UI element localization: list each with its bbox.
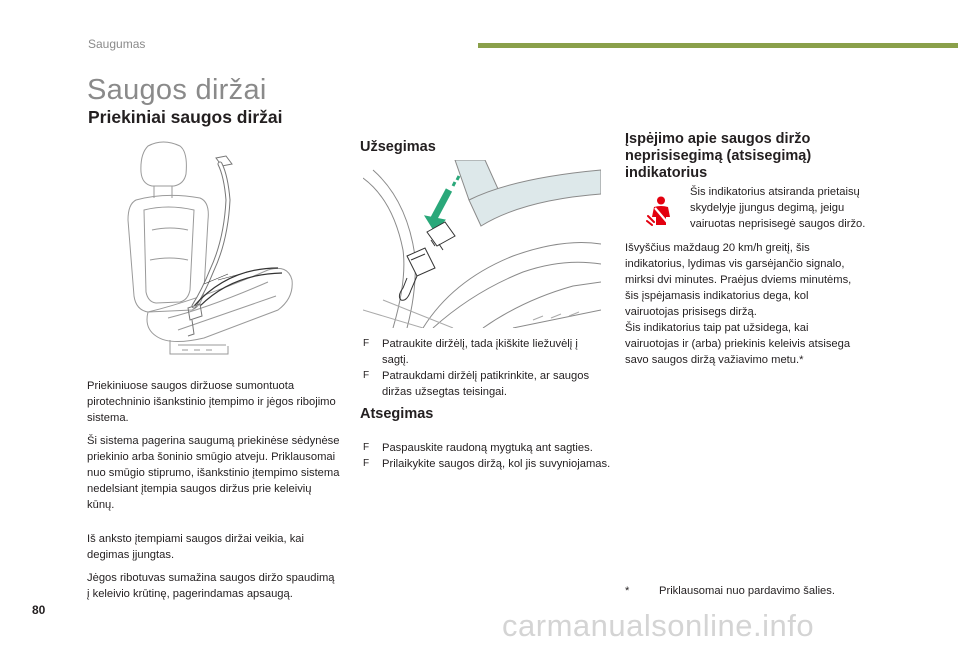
list-item: [363, 440, 613, 456]
fasten-steps: [363, 336, 603, 400]
text-line: vairuotojas prisisegs diržą.: [625, 306, 757, 318]
unfasten-heading: Atsegimas: [360, 406, 434, 422]
indicator-description: Šis indikatorius atsiranda prietaisų skydelyje įjungus degimą, jeigu vairuotas neprisisegė saugos diržo.: [690, 186, 866, 230]
step-text: Prilaikykite saugos diržą, kol jis suvyniojamas.: [382, 458, 611, 470]
text-line: Išvyščius maždaug 20 km/h greitį, šis: [625, 242, 810, 254]
unfasten-steps: [363, 440, 613, 472]
text-line: indikatorius, lydimas vis garsėjančio signalo,: [625, 258, 845, 270]
indicator-details: [625, 240, 895, 368]
section-label: Saugumas: [88, 37, 146, 51]
bullet-marker: F: [363, 442, 370, 453]
paragraph: Jėgos ribotuvas sumažina saugos diržo spaudimą į keleivio krūtinę, pagerindamas apsaugą.: [87, 572, 335, 600]
step-text: Paspauskite raudoną mygtuką ant sagties.: [382, 442, 593, 454]
list-item: [363, 456, 613, 472]
paragraph: Iš anksto įtempiami saugos diržai veikia, kai degimas įjungtas.: [87, 533, 305, 561]
text-line: Šis indikatorius taip pat užsidega, kai: [625, 322, 809, 334]
list-item: [363, 336, 603, 368]
header-bar: [478, 43, 958, 48]
buckle-illustration: [363, 160, 601, 328]
bullet-marker: F: [363, 338, 370, 349]
step-text: Patraukite diržėlį, tada įkiškite liežuvėlį į sagtį.: [382, 338, 578, 366]
column1-text: [87, 378, 340, 609]
text-line: savo saugos diržą važiavimo metu.*: [625, 354, 804, 366]
paragraph: Priekiniuose saugos diržuose sumontuota pirotechninio išankstinio įtempimo ir jėgos ribojimo sistema.: [87, 380, 336, 424]
step-text: Patraukdami diržėlį patikrinkite, ar saugos diržas užsegtas teisingai.: [382, 370, 590, 398]
page-title: Saugos diržai: [87, 74, 267, 106]
page-number: 80: [32, 603, 46, 617]
fasten-heading: Užsegimas: [360, 139, 436, 155]
bullet-marker: F: [363, 458, 370, 469]
footnote-marker: *: [625, 585, 630, 597]
heading-line: indikatorius: [625, 165, 708, 181]
heading-line: Įspėjimo apie saugos diržo: [625, 131, 811, 147]
list-item: [363, 368, 603, 400]
text-line: mirksi dvi minutes. Praėjus dviems minutėms,: [625, 274, 852, 286]
indicator-heading: [625, 131, 945, 182]
seat-illustration: [108, 140, 308, 360]
footnote-text: Priklausomai nuo pardavimo šalies.: [659, 585, 835, 597]
text-line: šis įspėjamasis indikatorius dega, kol: [625, 290, 809, 302]
paragraph: Ši sistema pagerina saugumą priekinėse sėdynėse priekinio arba šoninio smūgio atveju. Priklausomai nuo smūgio stiprumo, išankstinio įtempimo sistema nedelsiant įtempia saugos diržus prie keleivių kūnų.: [87, 435, 340, 511]
section-subtitle: Priekiniai saugos diržai: [88, 107, 283, 127]
bullet-marker: F: [363, 370, 370, 381]
heading-line: neprisisegimą (atsisegimą): [625, 148, 812, 164]
watermark: carmanualsonline.info: [502, 608, 815, 643]
text-line: vairuotojas ir (arba) priekinis keleivis atsisega: [625, 338, 851, 350]
seatbelt-warning-icon: [646, 196, 674, 226]
